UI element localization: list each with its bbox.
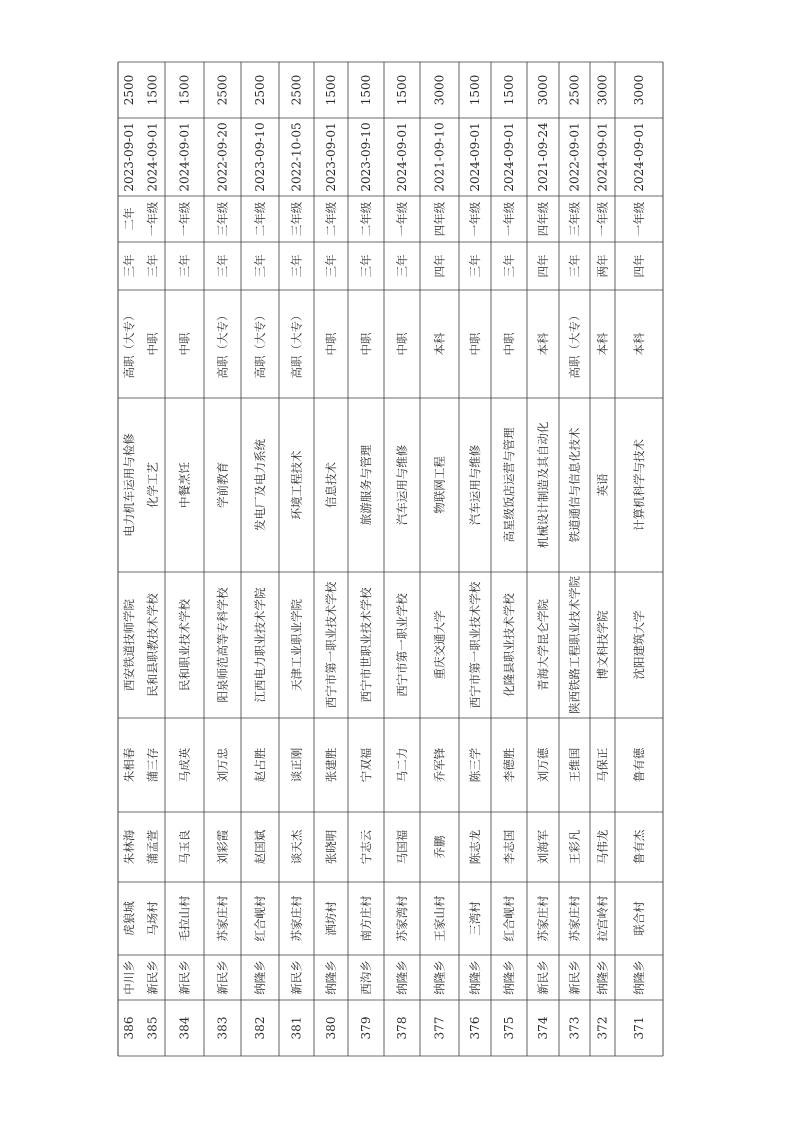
town-cell: 纳隆乡 xyxy=(595,960,610,995)
duration-cell: 三年 xyxy=(177,254,192,278)
grade-cell: 三年级 xyxy=(567,201,582,237)
major-cell: 化学工艺 xyxy=(145,462,160,508)
major-cell: 汽车运用与维修 xyxy=(395,444,409,526)
amount-cell: 1500 xyxy=(324,74,338,106)
education-level-cell: 高职（大专） xyxy=(215,309,230,379)
education-level-cell: 高职（大专） xyxy=(122,309,136,379)
school-cell: 天津工业职业学院 xyxy=(289,599,304,691)
town-cell: 纳隆乡 xyxy=(395,960,409,995)
school-cell: 西宁市第一职业技术学校 xyxy=(468,581,482,709)
village-cell: 虎狼城 xyxy=(122,901,136,936)
major-cell: 中餐烹饪 xyxy=(177,462,192,508)
student-name-cell: 马国福 xyxy=(395,829,409,865)
amount-cell: 3000 xyxy=(536,74,550,106)
school-cell: 陕西铁路工程职业技术学院 xyxy=(567,576,582,714)
duration-cell: 三年 xyxy=(289,254,304,278)
education-level-cell: 本科 xyxy=(536,332,550,356)
grade-cell: 一年级 xyxy=(145,201,160,237)
village-cell: 苏家庄村 xyxy=(289,895,304,942)
amount-cell: 1500 xyxy=(502,74,516,106)
town-cell: 纳隆乡 xyxy=(432,960,447,995)
grade-cell: 四年级 xyxy=(432,201,447,237)
duration-cell: 四年 xyxy=(536,254,550,278)
major-cell: 发电厂及电力系统 xyxy=(253,439,267,531)
town-cell: 新民乡 xyxy=(289,960,304,995)
parent-name-cell: 马二力 xyxy=(395,747,409,783)
enrollment-date-cell: 2023-09-10 xyxy=(253,122,267,192)
town-cell: 西沟乡 xyxy=(359,960,373,995)
student-name-cell: 马伟龙 xyxy=(595,829,610,865)
education-level-cell: 中职 xyxy=(468,332,482,356)
town-cell: 纳隆乡 xyxy=(632,960,646,995)
town-cell: 纳隆乡 xyxy=(468,960,482,995)
duration-cell: 四年 xyxy=(632,254,646,278)
school-cell: 民和职业技术学校 xyxy=(177,599,192,691)
student-name-cell: 鲁有杰 xyxy=(632,829,646,865)
education-level-cell: 本科 xyxy=(595,332,610,356)
grade-cell: 三年级 xyxy=(215,201,230,237)
grade-cell: 一年级 xyxy=(632,201,646,237)
village-cell: 苏家庄村 xyxy=(215,895,230,942)
grade-cell: 二年 xyxy=(122,207,136,231)
duration-cell: 三年 xyxy=(567,254,582,278)
row-number: 379 xyxy=(359,1016,373,1040)
village-cell: 南方庄村 xyxy=(359,895,373,942)
student-name-cell: 李志国 xyxy=(502,829,516,865)
student-name-cell: 陈志龙 xyxy=(468,829,482,865)
enrollment-date-cell: 2022-10-05 xyxy=(289,122,304,192)
duration-cell: 三年 xyxy=(359,254,373,278)
amount-cell: 2500 xyxy=(122,74,136,106)
village-cell: 王家山村 xyxy=(432,895,447,942)
parent-name-cell: 陈三学 xyxy=(468,747,482,783)
parent-name-cell: 马成英 xyxy=(177,747,192,783)
school-cell: 化隆县职业技术学校 xyxy=(502,593,516,697)
student-name-cell: 朱林海 xyxy=(122,829,136,865)
education-level-cell: 中职 xyxy=(145,332,160,356)
enrollment-date-cell: 2024-09-01 xyxy=(502,122,516,192)
row-number: 380 xyxy=(324,1016,338,1040)
parent-name-cell: 马保正 xyxy=(595,747,610,783)
school-cell: 博文科技学院 xyxy=(595,610,610,680)
amount-cell: 2500 xyxy=(289,74,304,106)
row-number: 384 xyxy=(177,1016,192,1040)
amount-cell: 2500 xyxy=(567,74,582,106)
row-number: 375 xyxy=(502,1016,516,1040)
row-number: 382 xyxy=(253,1016,267,1040)
town-cell: 新民乡 xyxy=(177,960,192,995)
grade-cell: 一年级 xyxy=(468,201,482,237)
major-cell: 英语 xyxy=(595,473,610,497)
row-number: 376 xyxy=(468,1016,482,1040)
enrollment-date-cell: 2022-09-20 xyxy=(215,122,230,192)
row-number: 385 xyxy=(145,1016,160,1040)
row-number: 381 xyxy=(289,1016,304,1040)
amount-cell: 1500 xyxy=(177,74,192,106)
duration-cell: 三年 xyxy=(468,254,482,278)
row-number: 372 xyxy=(595,1016,610,1040)
town-cell: 新民乡 xyxy=(567,960,582,995)
duration-cell: 两年 xyxy=(595,254,610,278)
parent-name-cell: 李德胜 xyxy=(502,747,516,783)
education-level-cell: 高职（大专） xyxy=(567,309,582,379)
town-cell: 新民乡 xyxy=(536,960,550,995)
amount-cell: 2500 xyxy=(253,74,267,106)
parent-name-cell: 鲁有德 xyxy=(632,747,646,783)
education-level-cell: 本科 xyxy=(432,332,447,356)
major-cell: 高星级饭店运营与管理 xyxy=(502,427,516,543)
education-level-cell: 中职 xyxy=(177,332,192,356)
enrollment-date-cell: 2021-09-10 xyxy=(432,122,447,192)
amount-cell: 1500 xyxy=(359,74,373,106)
parent-name-cell: 朱相春 xyxy=(122,747,136,783)
duration-cell: 三年 xyxy=(145,254,160,278)
village-cell: 拉宫岭村 xyxy=(595,895,610,942)
grade-cell: 一年级 xyxy=(395,201,409,237)
town-cell: 中川乡 xyxy=(122,960,136,995)
parent-name-cell: 赵占胜 xyxy=(253,747,267,783)
school-cell: 西安铁道技师学院 xyxy=(122,599,136,691)
student-name-cell: 马玉良 xyxy=(177,829,192,865)
parent-name-cell: 王维国 xyxy=(567,747,582,783)
town-cell: 纳隆乡 xyxy=(253,960,267,995)
major-cell: 电力机车运用与检修 xyxy=(122,433,136,537)
parent-name-cell: 宁双福 xyxy=(359,747,373,783)
student-name-cell: 蒲孟萱 xyxy=(145,829,160,865)
enrollment-date-cell: 2023-09-10 xyxy=(359,122,373,192)
amount-cell: 1500 xyxy=(468,74,482,106)
school-cell: 阳泉师范高等专科学校 xyxy=(215,587,230,703)
village-cell: 三湾村 xyxy=(468,901,482,936)
duration-cell: 三年 xyxy=(395,254,409,278)
major-cell: 物联网工程 xyxy=(432,456,447,514)
row-number: 373 xyxy=(567,1016,582,1040)
amount-cell: 3000 xyxy=(595,74,610,106)
student-name-cell: 乔鹏 xyxy=(432,835,447,859)
village-cell: 红合岘村 xyxy=(502,895,516,942)
row-number: 383 xyxy=(215,1016,230,1040)
amount-cell: 1500 xyxy=(395,74,409,106)
duration-cell: 三年 xyxy=(253,254,267,278)
enrollment-date-cell: 2024-09-01 xyxy=(595,122,610,192)
town-cell: 新民乡 xyxy=(145,960,160,995)
grade-cell: 一年级 xyxy=(502,201,516,237)
duration-cell: 三年 xyxy=(122,254,136,278)
enrollment-date-cell: 2022-09-01 xyxy=(567,122,582,192)
education-level-cell: 中职 xyxy=(395,332,409,356)
major-cell: 信息技术 xyxy=(324,462,338,508)
major-cell: 计算机科学与技术 xyxy=(632,439,646,531)
student-name-cell: 赵国斌 xyxy=(253,829,267,865)
major-cell: 学前教育 xyxy=(215,462,230,508)
enrollment-date-cell: 2023-09-01 xyxy=(324,122,338,192)
student-name-cell: 谈天杰 xyxy=(289,829,304,865)
school-cell: 重庆交通大学 xyxy=(432,610,447,680)
row-number: 374 xyxy=(536,1016,550,1040)
town-cell: 纳隆乡 xyxy=(324,960,338,995)
row-number: 377 xyxy=(432,1016,447,1040)
school-cell: 沈阳建筑大学 xyxy=(632,610,646,680)
grade-cell: 一年级 xyxy=(595,201,610,237)
row-number: 371 xyxy=(632,1016,646,1040)
school-cell: 民和县职教技术学校 xyxy=(145,593,160,697)
duration-cell: 三年 xyxy=(324,254,338,278)
amount-cell: 1500 xyxy=(145,74,160,106)
village-cell: 红合岘村 xyxy=(253,895,267,942)
school-cell: 西宁市世职业技术学校 xyxy=(359,587,373,703)
school-cell: 江西电力职业技术学院 xyxy=(253,587,267,703)
major-cell: 环境工程技术 xyxy=(289,450,304,520)
major-cell: 铁道通信与信息化技术 xyxy=(567,427,582,543)
enrollment-date-cell: 2023-09-01 xyxy=(122,122,136,192)
major-cell: 机械设计制造及其自动化 xyxy=(536,421,550,549)
education-level-cell: 中职 xyxy=(359,332,373,356)
major-cell: 旅游服务与管理 xyxy=(359,444,373,526)
education-level-cell: 高职（大专） xyxy=(289,309,304,379)
village-cell: 马场村 xyxy=(145,901,160,936)
parent-name-cell: 乔军锋 xyxy=(432,747,447,783)
student-name-cell: 刘彩霞 xyxy=(215,829,230,865)
grade-cell: 二年级 xyxy=(253,201,267,237)
enrollment-date-cell: 2024-09-01 xyxy=(468,122,482,192)
village-cell: 毛拉山村 xyxy=(177,895,192,942)
enrollment-date-cell: 2021-09-24 xyxy=(536,122,550,192)
duration-cell: 三年 xyxy=(502,254,516,278)
town-cell: 纳隆乡 xyxy=(502,960,516,995)
education-level-cell: 中职 xyxy=(502,332,516,356)
grade-cell: 三年级 xyxy=(289,201,304,237)
parent-name-cell: 张建胜 xyxy=(324,747,338,783)
education-level-cell: 中职 xyxy=(324,332,338,356)
village-cell: 苏家庄村 xyxy=(567,895,582,942)
grade-cell: 二年级 xyxy=(324,201,338,237)
parent-name-cell: 谈正刚 xyxy=(289,747,304,783)
row-number: 386 xyxy=(122,1016,136,1040)
education-level-cell: 本科 xyxy=(632,332,646,356)
village-cell: 联合村 xyxy=(632,901,646,936)
parent-name-cell: 蒲三存 xyxy=(145,747,160,783)
education-level-cell: 高职（大专） xyxy=(253,309,267,379)
enrollment-date-cell: 2024-09-01 xyxy=(145,122,160,192)
village-cell: 洒坊村 xyxy=(324,901,338,936)
grade-cell: 二年级 xyxy=(359,201,373,237)
village-cell: 苏家湾村 xyxy=(395,895,409,942)
town-cell: 新民乡 xyxy=(215,960,230,995)
row-number: 378 xyxy=(395,1016,409,1040)
student-name-cell: 宁志云 xyxy=(359,829,373,865)
school-cell: 西宁市第一职业技术学校 xyxy=(324,581,338,709)
village-cell: 苏家庄村 xyxy=(536,895,550,942)
amount-cell: 3000 xyxy=(632,74,646,106)
amount-cell: 3000 xyxy=(432,74,447,106)
parent-name-cell: 刘万德 xyxy=(536,747,550,783)
duration-cell: 四年 xyxy=(432,254,447,278)
student-name-cell: 张晓明 xyxy=(324,829,338,865)
enrollment-date-cell: 2024-09-01 xyxy=(395,122,409,192)
enrollment-date-cell: 2024-09-01 xyxy=(177,122,192,192)
enrollment-date-cell: 2024-09-01 xyxy=(632,122,646,192)
amount-cell: 2500 xyxy=(215,74,230,106)
grade-cell: 一年级 xyxy=(177,201,192,237)
student-name-cell: 刘海军 xyxy=(536,829,550,865)
school-cell: 青海大学昆仑学院 xyxy=(536,599,550,691)
school-cell: 西宁市第一职业学校 xyxy=(395,593,409,697)
major-cell: 汽车运用与维修 xyxy=(468,444,482,526)
parent-name-cell: 刘万忠 xyxy=(215,747,230,783)
grade-cell: 四年级 xyxy=(536,201,550,237)
student-name-cell: 王彩凡 xyxy=(567,829,582,865)
duration-cell: 三年 xyxy=(215,254,230,278)
